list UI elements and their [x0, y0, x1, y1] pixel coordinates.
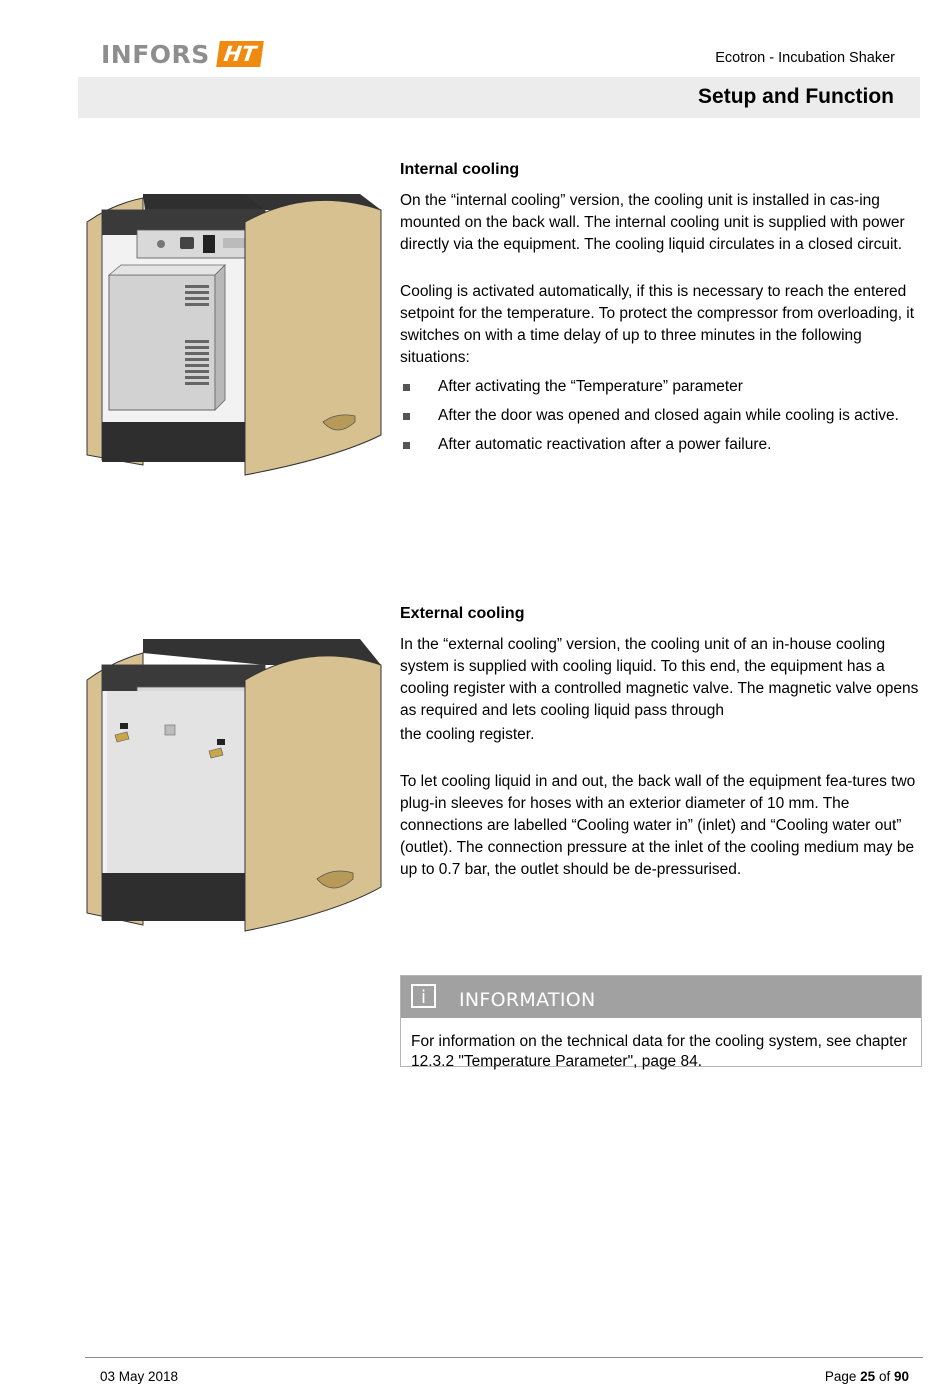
external-cooling-paragraph-1: In the “external cooling” version, the cooling unit of an in-house cooling system is supplied with cooling liquid. To this end, the equipment has a cooling register with a controlled magnetic valve. The magnetic valve opens as required and lets cooling liquid pass through [400, 636, 919, 719]
logo-ht-badge: HT [216, 41, 264, 67]
internal-cooling-section [400, 159, 920, 463]
internal-cooling-illustration [85, 190, 385, 480]
bullet-square-icon [403, 442, 410, 449]
section-header-bar [78, 77, 920, 118]
information-header [401, 976, 921, 1018]
external-cooling-section [400, 603, 920, 906]
footer-date: 03 May 2018 [100, 1369, 179, 1384]
external-cooling-heading: External cooling [400, 605, 525, 622]
document-title: Ecotron - Incubation Shaker [715, 50, 895, 66]
logo-text: INFORS [101, 39, 210, 69]
external-cooling-illustration [85, 635, 385, 935]
list-item: After the door was opened and closed again while cooling is active. [400, 405, 920, 427]
cooling-delay-list [400, 376, 920, 456]
external-cooling-figure [85, 635, 385, 940]
external-cooling-paragraph-1-continued: the cooling register. [400, 726, 535, 743]
bullet-square-icon [403, 384, 410, 391]
bullet-square-icon [403, 413, 410, 420]
internal-cooling-figure [85, 190, 385, 485]
internal-cooling-heading: Internal cooling [400, 161, 520, 178]
information-label: INFORMATION [459, 989, 596, 1011]
information-text: For information on the technical data for the cooling system, see chapter 12.3.2 "Temperature Parameter", page 84. [411, 1033, 908, 1070]
page-number: Page 25 of 90 [824, 1369, 909, 1384]
information-box [400, 975, 922, 1070]
section-title: Setup and Function [698, 85, 894, 108]
internal-cooling-paragraph-2: Cooling is activated automatically, if this is necessary to reach the entered setpoint for the temperature. To protect the compressor from overloading, it switches on with a time delay of up to three minutes in the following situations: [400, 283, 915, 366]
external-cooling-paragraph-2: To let cooling liquid in and out, the back wall of the equipment fea-tures two plug-in sleeves for hoses with an exterior diameter of 10 mm. The connections are labelled “Cooling water in” (inlet) and “Cooling water out” (outlet). The connection pressure at the inlet of the cooling medium may be up to 0.7 bar, the outlet should be de-pressurised. [400, 773, 916, 878]
list-item: After activating the “Temperature” parameter [400, 376, 920, 398]
list-item: After automatic reactivation after a power failure. [400, 434, 920, 456]
footer-divider [85, 1357, 923, 1358]
info-icon: i [411, 984, 436, 1008]
infors-ht-logo [101, 40, 262, 68]
internal-cooling-paragraph-1: On the “internal cooling” version, the cooling unit is installed in cas-ing mounted on the back wall. The internal cooling unit is supplied with power directly via the equipment. The cooling liquid circulates in a closed circuit. [400, 192, 905, 253]
